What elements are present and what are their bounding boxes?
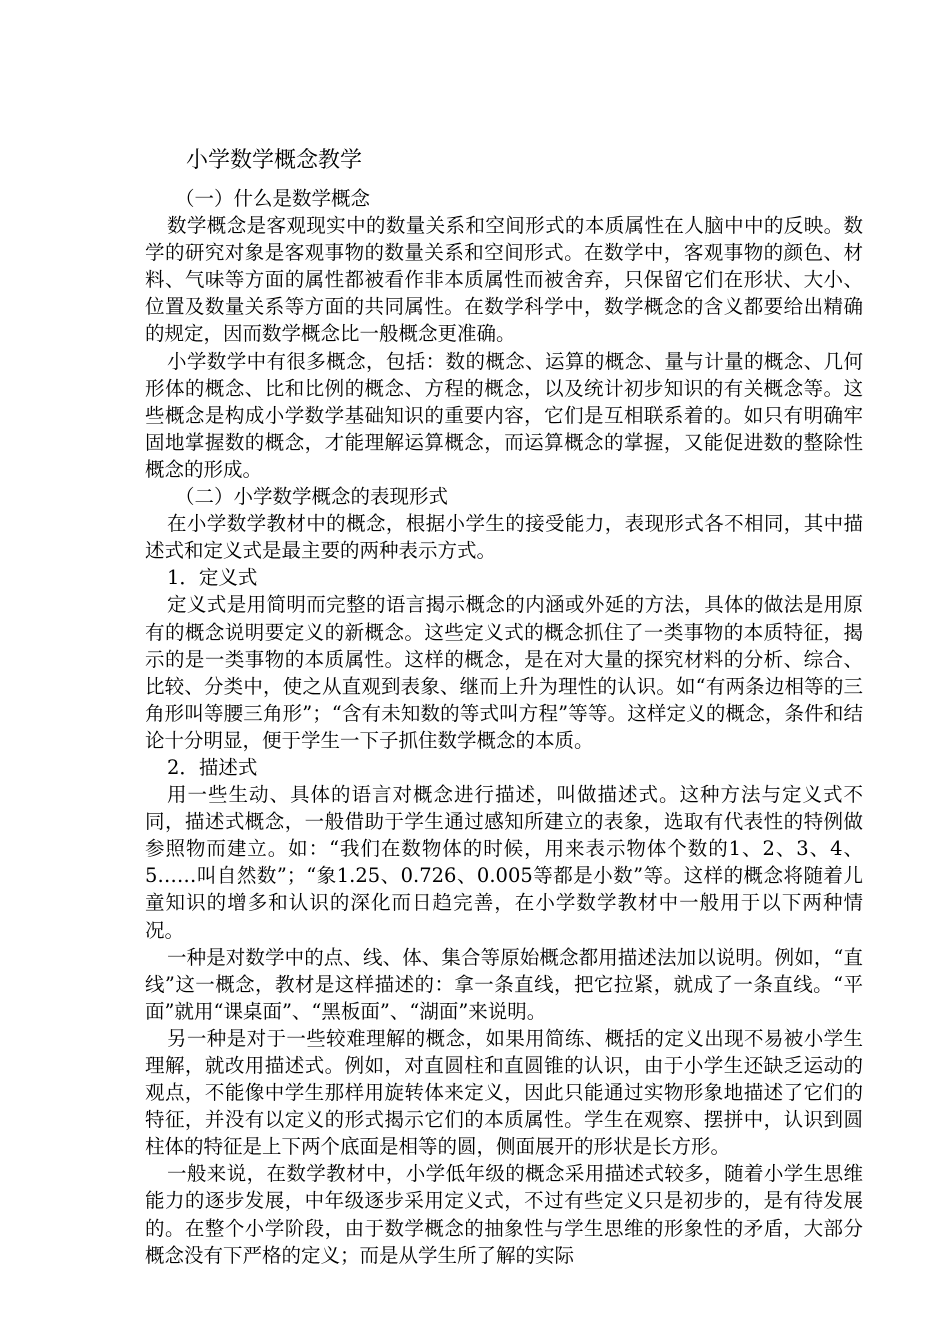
paragraph-4: 定义式是用简明而完整的语言揭示概念的内涵或外延的方法，具体的做法是用原有的概念说明要定义的新概念。这些定义式的概念抓住了一类事物的本质特征，揭示的是一类事物的本质属性。这样的概念，是在对大量的探究材料的分析、综合、比较、分类中，使之从直观到表象、继而上升为理性的认识。如“有两条边相等的三角形叫等腰三角形”；“含有未知数的等式叫方程”等等。这样定义的概念，条件和结论十分明显，便于学生一下子抓住数学概念的本质。 [145, 593, 863, 752]
section-heading-2: （二）小学数学概念的表现形式 [175, 485, 449, 509]
paragraph-1: 数学概念是客观现实中的数量关系和空间形式的本质属性在人脑中中的反映。数学的研究对象是客观事物的数量关系和空间形式。在数学中，客观事物的颜色、材料、气味等方面的属性都被看作非本质属性而被舍弃，只保留它们在形状、大小、位置及数量关系等方面的共同属性。在数学科学中，数学概念的含义都要给出精确的规定，因而数学概念比一般概念更准确。 [145, 214, 863, 346]
paragraph-7: 另一种是对于一些较难理解的概念，如果用简练、概括的定义出现不易被小学生理解，就改用描述式。例如，对直圆柱和直圆锥的认识，由于小学生还缺乏运动的观点，不能像中学生那样用旋转体来定义，因此只能通过实物形象地描述了它们的特征，并没有以定义的形式揭示它们的本质属性。学生在观察、摆拼中，认识到圆柱体的特征是上下两个底面是相等的圆，侧面展开的形状是长方形。 [145, 1026, 863, 1159]
paragraph-8: 一般来说，在数学教材中，小学低年级的概念采用描述式较多，随着小学生思维能力的逐步发展，中年级逐步采用定义式，不过有些定义只是初步的，是有待发展的。在整个小学阶段，由于数学概念的抽象性与学生思维的形象性的矛盾，大部分概念没有下严格的定义；而是从学生所了解的实际 [145, 1162, 863, 1267]
section-heading-1: （一）什么是数学概念 [175, 187, 371, 210]
subheading-description: 2．描述式 [167, 755, 258, 779]
paragraph-6: 一种是对数学中的点、线、体、集合等原始概念都用描述法加以说明。例如，“直线”这一概念，教材是这样描述的：拿一条直线，把它拉紧，就成了一条直线。“平面”就用“课桌面”、“黑板面”、“湖面”来说明。 [145, 945, 863, 1023]
paragraph-5: 用一些生动、具体的语言对概念进行描述，叫做描述式。这种方法与定义式不同，描述式概念，一般借助于学生通过感知所建立的表象，选取有代表性的特例做参照物而建立。如：“我们在数物体的时候，用来表示物体个数的1、2、3、4、5……叫自然数”；“象1.25、0.726、0.005等都是小数”等。这样的概念将随着儿童知识的增多和认识的深化而日趋完善，在小学数学教材中一般用于以下两种情况。 [145, 783, 863, 942]
document-title: 小学数学概念教学 [186, 148, 363, 173]
paragraph-2: 小学数学中有很多概念，包括：数的概念、运算的概念、量与计量的概念、几何形体的概念、比和比例的概念、方程的概念，以及统计初步知识的有关概念等。这些概念是构成小学数学基础知识的重要内容，它们是互相联系着的。如只有明确牢固地掌握数的概念，才能理解运算概念，而运算概念的掌握，又能促进数的整除性概念的形成。 [145, 349, 863, 481]
subheading-definition: 1．定义式 [167, 566, 258, 590]
paragraph-3: 在小学数学教材中的概念，根据小学生的接受能力，表现形式各不相同，其中描述式和定义式是最主要的两种表示方式。 [145, 512, 863, 563]
document-body [145, 146, 863, 1269]
